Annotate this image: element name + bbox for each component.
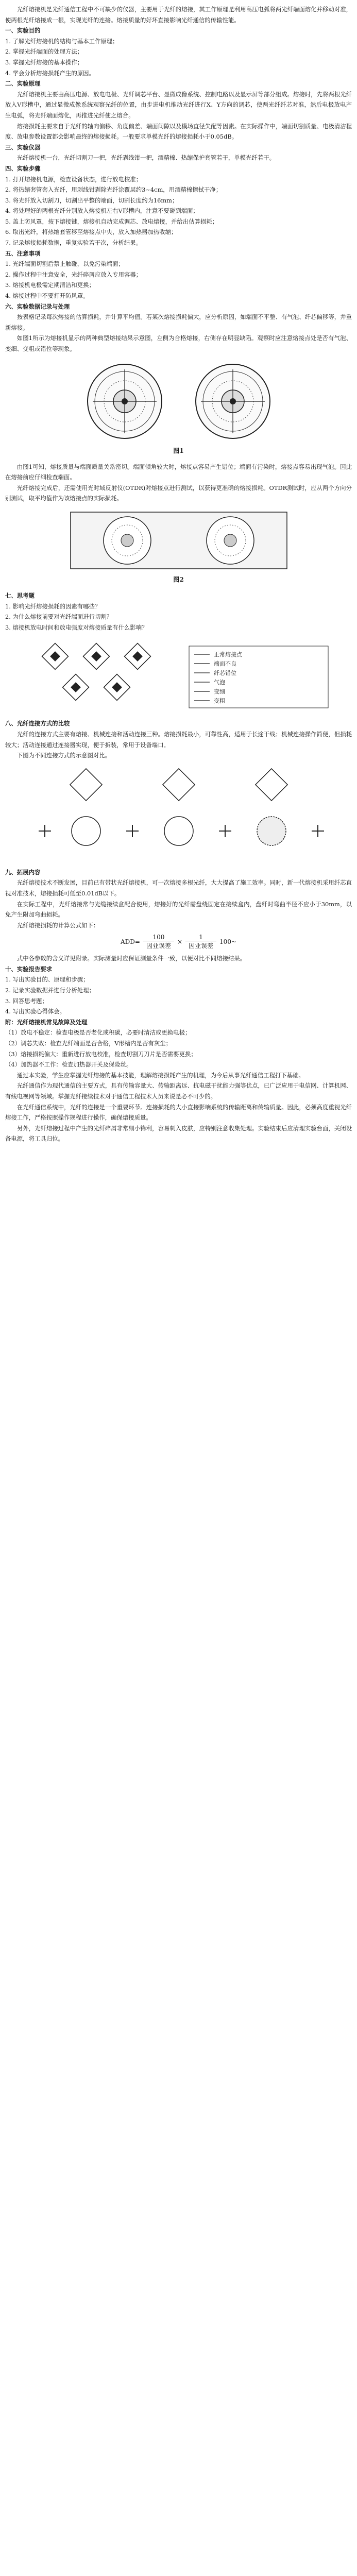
paragraph: 3. 回答思考题； <box>5 997 48 1005</box>
figure-1 <box>5 358 352 456</box>
paragraph: 光纤熔接完成后，还需使用光时域反射仪(OTDR)对熔接点进行测试，以获得更准确的熔接损耗。OTDR测试时，应从两个方向分别测试，取平均值作为该熔接点的实际损耗。 <box>5 484 352 502</box>
paragraph: 3. 熔接机电极需定期清洁和更换； <box>5 281 95 289</box>
paragraph: 3. 熔接机放电时间和放电强度对熔接质量有什么影响？ <box>5 623 148 631</box>
dial-2-right <box>207 517 254 564</box>
circles-bottom-row <box>39 817 324 845</box>
figure-1-graphic <box>71 358 287 445</box>
formula <box>5 934 352 950</box>
diamonds-top-row <box>70 769 287 801</box>
paragraph: 光纤熔接机主要由高压电源、放电电极、光纤调芯平台、显微成像系统、控制电路以及显示屏等部分组成。熔接时，先将两根光纤放入V形槽中，通过显微成像系统观察光纤的位置，由步进电机推动光纤进行X、Y方向的调芯，使两光纤纤芯对准，然后电极放电产生电弧，将光纤端面熔化，再推进光纤使之熔合。 <box>5 90 352 119</box>
formula-num-2: 1 <box>199 934 203 941</box>
legend-label: 变粗 <box>213 698 225 705</box>
paragraph: 如图1所示为熔接机显示的两种典型熔接结果示意图，左侧为合格熔接，右侧存在明显缺陷。观察时应注意熔接点处是否有气泡、变细、变粗或错位等现象。 <box>5 334 352 352</box>
figure-4-graphic <box>14 764 344 862</box>
section-heading: 八、光纤连接方式的比较 <box>5 720 70 727</box>
paragraph: 光纤熔接损耗的计算公式如下： <box>16 921 99 929</box>
section-heading: 二、实验原理 <box>5 80 41 88</box>
section-heading: 一、实验目的 <box>5 27 41 35</box>
formula-den-2: 因业误差 <box>185 941 216 950</box>
formula-fraction-2 <box>185 934 216 950</box>
dial-left <box>88 364 162 438</box>
paragraph: 1. 光纤端面切割后禁止触碰，以免污染端面； <box>5 260 124 268</box>
paragraph: 光纤熔接机是光纤通信工程中不可缺少的仪器，主要用于光纤的熔接，其工作原理是利用高压电弧将两光纤端面熔化并移动对准，使两根光纤熔接成一根，实现光纤的连接。熔接质量的好坏直接影响光纤通信的传输性能。 <box>5 6 352 24</box>
formula-tail: 100~ <box>219 938 237 946</box>
section-heading: 四、实验步骤 <box>5 164 41 172</box>
dial-right <box>196 364 270 438</box>
paragraph: （2）调芯失败：检查光纤端面是否合格，V形槽内是否有灰尘； <box>5 1040 172 1047</box>
paragraph: 1. 打开熔接机电源，检查设备状态，进行放电校准； <box>5 175 142 183</box>
section-heading: 九、拓展内容 <box>5 868 41 876</box>
text-section-4 <box>5 590 352 633</box>
formula-den-1: 因业误差 <box>143 941 174 950</box>
paragraph: （3）熔接损耗偏大：重新进行放电校准，检查切割刀刀片是否需要更换； <box>5 1050 197 1058</box>
paragraph: 5. 盖上防风罩，按下熔接键，熔接机自动完成调芯、放电熔接，并给出估算损耗； <box>5 217 218 225</box>
paragraph: 4. 将处理好的两根光纤分别放入熔接机左右V形槽内，注意不要碰到端面； <box>5 207 199 215</box>
figure-3-graphic <box>19 636 338 713</box>
paragraph: 光纤熔接机一台，光纤切割刀一把，光纤剥线钳一把，酒精棉、热缩保护套管若干，单模光纤若干。 <box>16 154 275 162</box>
paragraph: 下图为不同连接方式的示意图对比。 <box>16 752 111 759</box>
paragraph: 在光纤通信系统中，光纤的连接是一个重要环节。连接损耗的大小直接影响系统的传输距离和传输质量。因此，必须高度重视光纤熔接工作，严格按照操作规程进行操作，确保熔接质量。 <box>5 1103 352 1122</box>
figure-3-legend <box>189 646 328 708</box>
paragraph: 3. 掌握光纤熔接的基本操作； <box>5 58 83 66</box>
paragraph: 式中各参数的含义详见附录。实际测量时应保证测量条件一致，以便对比不同熔接结果。 <box>16 955 246 962</box>
section-heading: 三、实验仪器 <box>5 143 41 151</box>
paragraph: 2. 记录实验数据并进行分析处理； <box>5 987 95 994</box>
paragraph: 3. 将光纤放入切割刀，切割出平整的端面，切割长度约为16mm； <box>5 196 178 204</box>
paragraph: 4. 学会分析熔接损耗产生的原因。 <box>5 69 95 77</box>
paragraph: 4. 熔接过程中不要打开防风罩。 <box>5 292 89 300</box>
text-section-7 <box>5 953 352 1144</box>
legend-label: 气泡 <box>213 679 225 686</box>
paragraph: 6. 取出光纤，将热缩套管移至熔接点中央，放入加热器加热收缩； <box>5 228 177 236</box>
paragraph: 在实际工程中，光纤熔接常与光缆接续盒配合使用，熔接好的光纤需盘绕固定在接续盒内，盘纤时弯曲半径不应小于30mm，以免产生附加弯曲损耗。 <box>5 900 352 919</box>
paragraph: 1. 写出实验目的、原理和步骤； <box>5 976 89 984</box>
formula-lhs: ADD= <box>120 938 140 946</box>
dial-2-left <box>104 517 151 564</box>
paragraph: 另外，光纤熔接过程中产生的光纤碎屑非常细小锋利，容易刺入皮肤，应特别注意收集处理。实验结束后应清理实验台面，关闭设备电源，将工具归位。 <box>5 1124 352 1143</box>
formula-fraction-1 <box>143 934 174 950</box>
legend-label: 纤芯错位 <box>213 670 236 677</box>
paragraph: 2. 将热缩套管套入光纤，用剥线钳剥除光纤涂覆层约3~4cm，用酒精棉擦拭干净； <box>5 186 222 194</box>
paragraph: 1. 影响光纤熔接损耗的因素有哪些？ <box>5 602 101 610</box>
paragraph: 2. 为什么熔接前要对光纤端面进行切割？ <box>5 613 113 621</box>
section-heading: 五、注意事项 <box>5 249 41 257</box>
paragraph: 7. 记录熔接损耗数据，重复实验若干次，分析结果。 <box>5 239 142 247</box>
figure-4 <box>5 764 352 862</box>
figure-1-caption: 图1 <box>173 447 184 454</box>
paragraph: 按表格记录每次熔接的估算损耗，并计算平均值。若某次熔接损耗偏大，应分析原因，如端面不平整、有气泡、纤芯偏移等，并重新熔接。 <box>5 313 352 331</box>
text-section-6 <box>5 867 352 931</box>
paragraph: 光纤熔接技术不断发展，目前已有带状光纤熔接机，可一次熔接多根光纤，大大提高了施工效率。同时，新一代熔接机采用纤芯直视对准技术，熔接损耗可低至0.01dB以下。 <box>5 879 352 897</box>
legend-label: 端面不良 <box>213 660 236 668</box>
section-heading: 十、实验报告要求 <box>5 965 53 973</box>
paragraph: 光纤通信作为现代通信的主要方式，具有传输容量大、传输距离远、抗电磁干扰能力强等优点，已广泛应用于电信网、计算机网、有线电视网等领域。掌握光纤接续技术对于通信工程技术人员来说是必不可少的。 <box>5 1082 352 1100</box>
formula-num-1: 100 <box>152 934 165 941</box>
paragraph: 1. 了解光纤熔接机的结构与基本工作原理； <box>5 37 118 45</box>
section-heading: 七、思考题 <box>5 591 35 599</box>
legend-label: 变细 <box>213 688 225 696</box>
paragraph: 通过本实验，学生应掌握光纤熔接的基本技能，理解熔接损耗产生的机理，为今后从事光纤通信工程打下基础。 <box>16 1071 304 1079</box>
paragraph: 2. 操作过程中注意安全，光纤碎屑应放入专用容器； <box>5 270 142 278</box>
text-section-1 <box>5 4 352 301</box>
figure-2 <box>5 507 352 585</box>
paragraph: （1）放电不稳定：检查电极是否老化或积碳，必要时清洁或更换电极； <box>5 1029 191 1037</box>
paragraph: （4）加热器不工作：检查加热器开关及保险丝。 <box>5 1061 132 1069</box>
paragraph: 4. 写出实验心得体会。 <box>5 1008 66 1015</box>
text-section-5 <box>5 718 352 760</box>
paragraph: 光纤的连接方式主要有熔接、机械连接和活动连接三种。熔接损耗最小，可靠性高，适用于长途干线；机械连接操作简便，但损耗较大；活动连接通过连接器实现，便于拆装，常用于设备端口。 <box>5 730 352 749</box>
legend-label: 正常熔接点 <box>213 651 242 658</box>
figure-2-caption: 图2 <box>173 575 184 583</box>
diamond-row <box>42 643 150 701</box>
section-heading: 附：光纤熔接机常见故障及处理 <box>5 1018 88 1026</box>
text-section-3 <box>5 462 352 504</box>
formula-op: × <box>177 938 183 946</box>
section-heading: 六、实验数据记录与处理 <box>5 302 70 310</box>
paragraph: 2. 掌握光纤端面的处理方法； <box>5 48 83 56</box>
paragraph: 熔接损耗主要来自于光纤的轴向偏移、角度偏差、端面间隙以及模场直径失配等因素。在实际操作中，端面切割质量、电极清洁程度、放电参数设置都会影响最终的熔接损耗。一般要求单模光纤的熔接损耗小于0.05dB。 <box>5 122 352 141</box>
text-section-2 <box>5 301 352 354</box>
figure-3 <box>5 636 352 713</box>
paragraph: 由图1可知，熔接质量与端面质量关系密切。端面倾角较大时，熔接点容易产生错位；端面有污染时，熔接点容易出现气泡。因此在熔接前应仔细检查端面。 <box>5 463 352 481</box>
figure-2-graphic <box>65 507 292 574</box>
